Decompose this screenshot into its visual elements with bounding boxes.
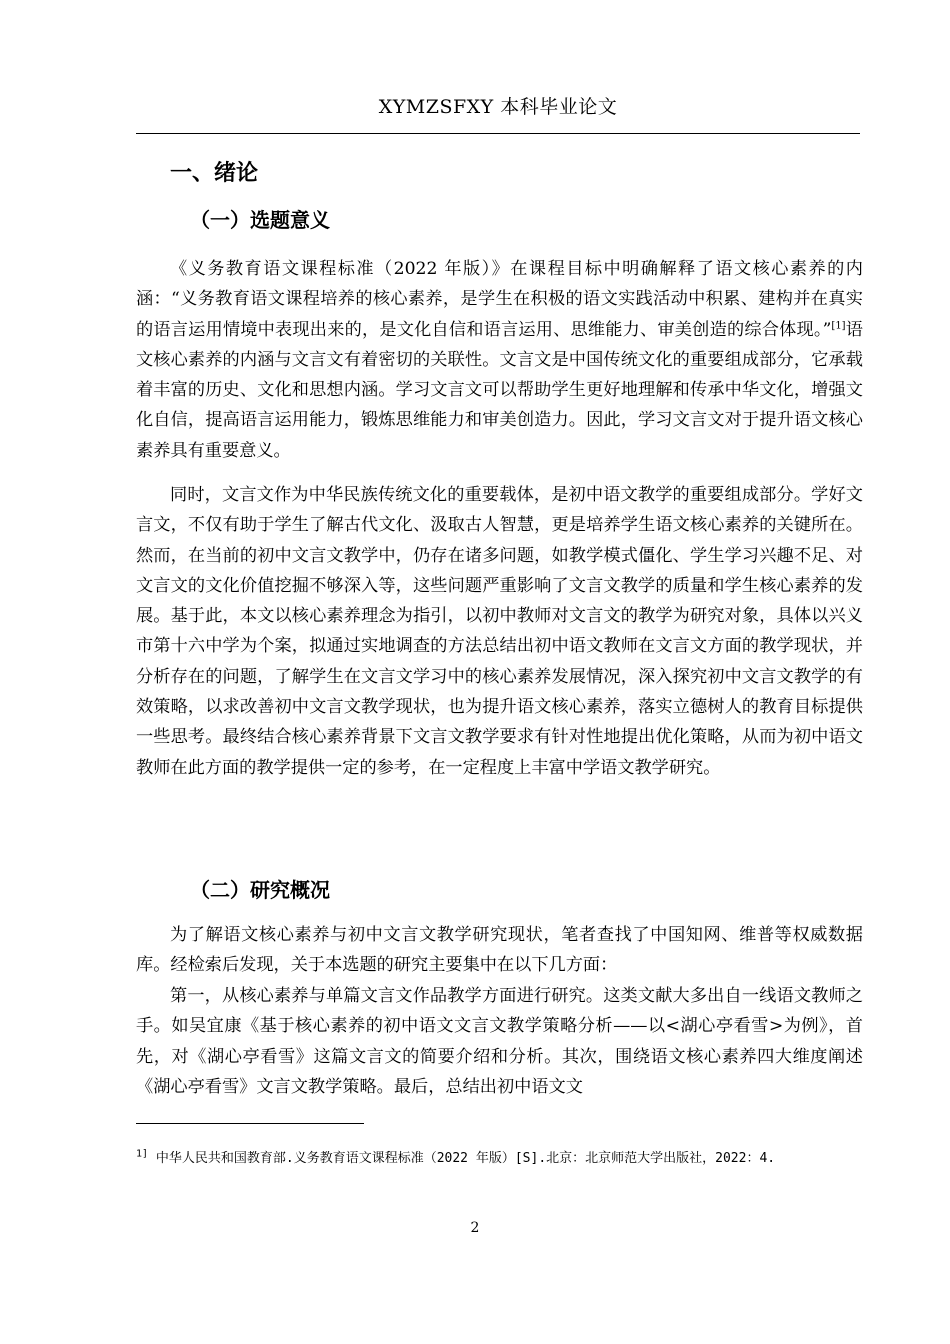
paragraph-text: 语文核心素养的内涵与文言文有着密切的关联性。文言文是中国传统文化的重要组成部分，它承载着丰富的历史、文化和思想内涵。学习文言文可以帮助学生更好地理解和传承中华文化，增强文化自信，提高语言运用能力，锻炼思维能力和审美创造力。因此，学习文言文对于提升语文核心素养具有重要意义。 [136,319,863,461]
footnote-marker: 1] [136,1148,149,1160]
running-header: XYMZSFXY 本科毕业论文 [378,96,618,118]
footnote-text: 中华人民共和国教育部.义务教育语文课程标准（2022 年版）[S].北京：北京师范大学出版社，2022：4. [148,1151,776,1166]
header-rule [136,133,860,134]
footnote [136,1144,863,1173]
paragraph-text: 《义务教育语文课程标准（2022 年版）》在课程目标中明确解释了语文核心素养的内涵：“义务教育语文课程培养的核心素养，是学生在积极的语文实践活动中积累、建构并在真实的语言运用情境中表现出来的，是文化自信和语言运用、思维能力、审美创造的综合体现。” [136,259,863,340]
paragraph-significance-2: 同时，文言文作为中华民族传统文化的重要载体，是初中语文教学的重要组成部分。学好文言文，不仅有助于学生了解古代文化、汲取古人智慧，更是培养学生语文核心素养的关键所在。然而，在当前的初中文言文教学中，仍存在诸多问题，如教学模式僵化、学生学习兴趣不足、对文言文的文化价值挖掘不够深入等，这些问题严重影响了文言文教学的质量和学生核心素养的发展。基于此，本文以核心素养理念为指引，以初中教师对文言文的教学为研究对象，具体以兴义市第十六中学为个案，拟通过实地调查的方法总结出初中语文教师在文言文方面的教学现状，并分析存在的问题，了解学生在文言文学习中的核心素养发展情况，深入探究初中文言文教学的有效策略，以求改善初中文言文教学现状，也为提升语文核心素养，落实立德树人的教育目标提供一些思考。最终结合核心素养背景下文言文教学要求有针对性地提出优化策略，从而为初中语文教师在此方面的教学提供一定的参考，在一定程度上丰富中学语文教学研究。 [136,485,863,778]
section-heading-overview: （二）研究概况 [190,878,330,902]
section-heading-significance: （一）选题意义 [190,208,330,232]
footnote-separator [136,1123,364,1124]
page-number: 2 [470,1220,480,1236]
paragraph-overview-1: 为了解语文核心素养与初中文言文教学研究现状，笔者查找了中国知网、维普等权威数据库。经检索后发现，关于本选题的研究主要集中在以下几方面： [136,925,863,976]
chapter-heading: 一、绪论 [170,161,259,186]
paragraph-significance-1 [136,254,863,466]
footnote-reference: [1] [831,319,846,331]
paragraph-overview-2: 第一，从核心素养与单篇文言文作品教学方面进行研究。这类文献大多出自一线语文教师之手。如吴宜康《基于核心素养的初中语文文言文教学策略分析——以<湖心亭看雪>为例》，首先，对《湖心亭看雪》这篇文言文的简要介绍和分析。其次，围绕语文核心素养四大维度阐述《湖心亭看雪》文言文教学策略。最后，总结出初中语文文 [136,986,863,1097]
